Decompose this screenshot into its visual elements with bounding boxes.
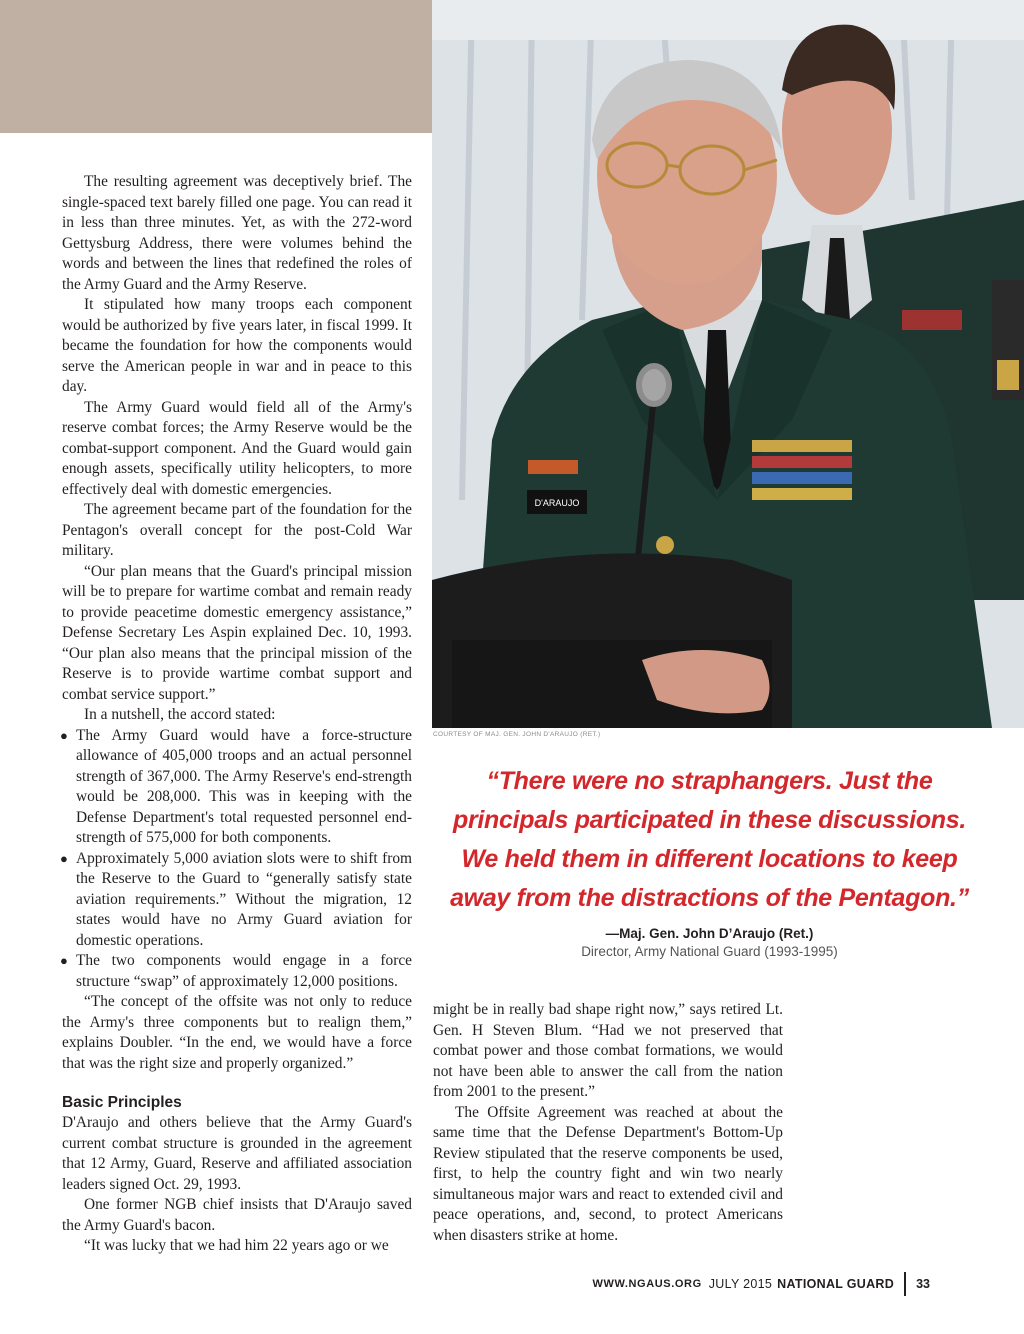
bullet-item: ● Approximately 5,000 aviation slots were to shift from the Reserve to the Guard to “generally satisfy state aviation requirements.” Without the migration, 12 states would have no Army Guard aviation for domestic operations. <box>62 849 412 952</box>
footer-url: WWW.NGAUS.ORG <box>592 1278 702 1290</box>
left-column <box>62 172 412 1257</box>
footer-issue-date: JULY 2015 <box>708 1277 773 1291</box>
bullet-item: ● The two components would engage in a force structure “swap” of approximately 12,000 positions. <box>62 951 412 992</box>
pull-quote-line: away from the distractions of the Pentagon.” <box>450 884 969 912</box>
pull-quote <box>432 762 987 959</box>
pull-quote-line: We held them in different locations to keep <box>461 845 958 873</box>
bullet-item: ● The Army Guard would have a force-structure allowance of 405,000 troops and an actual personnel strength of 367,000. The Army Reserve's end-strength would be 208,000. This was in keeping with the Defense Department's total requested personnel end-strength of 575,000 for both components. <box>62 726 412 849</box>
paragraph: “The concept of the offsite was not only to reduce the Army's three components but to realign them,” explains Doubler. “In the end, we would have a force that was the right size and properly organized.” <box>62 993 412 1072</box>
footer-divider <box>904 1272 906 1296</box>
paragraph: The resulting agreement was deceptively brief. The single-spaced text barely filled one page. You can read it in less than three minutes. Yet, as with the 272-word Gettysburg Address, there were volumes behind the words and between the lines that redefined the roles of the Army Guard and the Army Reserve. <box>62 173 412 293</box>
paragraph: might be in really bad shape right now,” says retired Lt. Gen. H Steven Blum. “Had we not preserved that combat power and those combat formations, we would not have been able to answer the call from the nation from 2001 to the present.” <box>433 1001 783 1100</box>
pull-quote-line: “There were no straphangers. Just the <box>486 767 933 795</box>
paragraph: D'Araujo and others believe that the Army Guard's current combat structure is grounded in the agreement that 12 Army, Guard, Reserve and affiliated association leaders signed Oct. 29, 1993. <box>62 1114 412 1193</box>
photo-illustration <box>432 0 1024 728</box>
pull-quote-text <box>432 762 987 918</box>
pull-quote-attribution-name: —Maj. Gen. John D’Araujo (Ret.) <box>605 926 814 941</box>
page-number: 33 <box>916 1277 930 1291</box>
paragraph: “It was lucky that we had him 22 years ago or we <box>84 1237 389 1254</box>
curtain-top <box>432 0 1024 40</box>
header-color-block <box>0 0 432 133</box>
paragraph: The agreement became part of the foundation for the Pentagon's overall concept for the post-Cold War military. <box>62 501 412 559</box>
paragraph: The Offsite Agreement was reached at about the same time that the Defense Department's Bottom-Up Review stipulated that the reserve components be used, first, to help the country fight and win two nearly simultaneous major wars and react to extended civil and peace operations, and, second, to protect Americans when disasters strike at home. <box>433 1103 783 1244</box>
pull-quote-attribution-title: Director, Army National Guard (1993-1995) <box>581 944 838 959</box>
paragraph: In a nutshell, the accord stated: <box>84 706 276 723</box>
paragraph: The Army Guard would field all of the Army's reserve combat forces; the Army Reserve would be the combat-support component. And the Guard would gain enough assets, specifically utility helicopters, to more effectively deal with domestic emergencies. <box>62 398 412 498</box>
bullet-list <box>62 726 412 993</box>
paragraph: One former NGB chief insists that D'Araujo saved the Army Guard's bacon. <box>62 1196 412 1234</box>
paragraph: It stipulated how many troops each component would be authorized by five years later, in fiscal 1999. It became the foundation for how the components would serve the American people in war and in peace to this day. <box>62 296 412 395</box>
paragraph: “Our plan means that the Guard's principal mission will be to prepare for wartime combat and remain ready to provide peacetime domestic emergency assistance,” Defense Secretary Les Aspin explained Dec. 10, 1993. “Our plan also means that the principal mission of the Reserve is to provide wartime combat support and combat service support.” <box>62 562 412 703</box>
name-tag-text: D'ARAUJO <box>534 498 580 508</box>
right-column <box>433 1000 783 1246</box>
pull-quote-line: principals participated in these discussions. <box>452 806 967 834</box>
footer-magazine-title: NATIONAL GUARD <box>777 1277 895 1291</box>
photo-general-at-microphone <box>432 0 1024 728</box>
page-footer <box>593 1273 930 1295</box>
section-subhead: Basic Principles <box>62 1094 182 1111</box>
photo-credit: COURTESY OF MAJ. GEN. JOHN D'ARAUJO (RET.) <box>433 731 601 738</box>
